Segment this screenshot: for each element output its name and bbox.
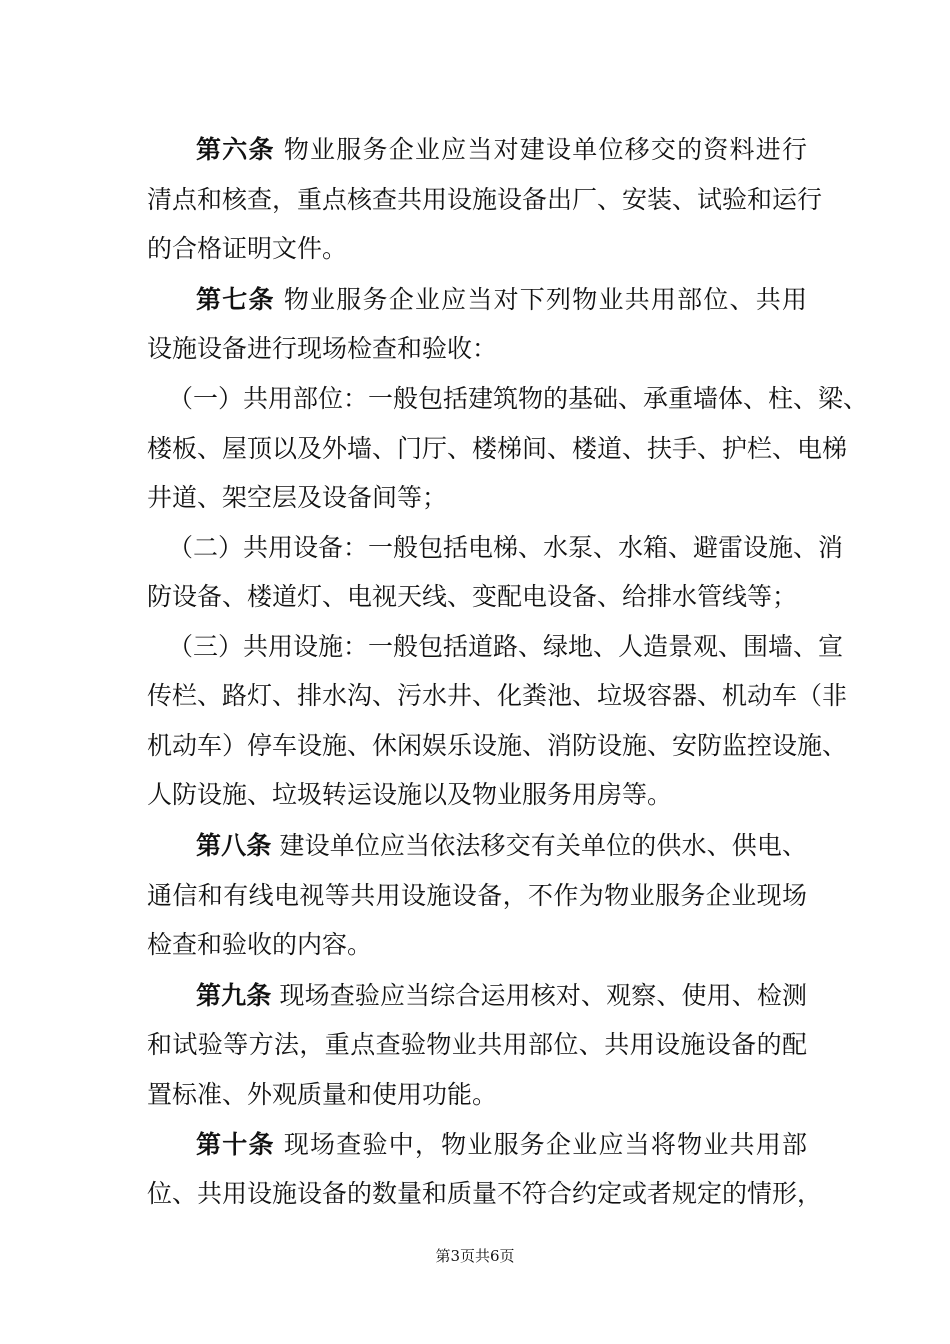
article-6-line-3: 的合格证明文件。 xyxy=(147,234,348,263)
article-8-line-1 xyxy=(196,826,807,866)
item-3-line-4: 人防设施、垃圾转运设施以及物业服务用房等。 xyxy=(147,780,673,809)
item-3-line-1: （三）共用设施：一般包括道路、绿地、人造景观、围墙、宣 xyxy=(168,632,844,661)
article-10-line-2: 位、共用设施设备的数量和质量不符合约定或者规定的情形， xyxy=(147,1179,823,1208)
article-7-line-1 xyxy=(196,280,807,320)
article-text: 现场查验中，物业服务企业应当将物业共用部 xyxy=(274,1130,807,1159)
item-1-line-3: 井道、架空层及设备间等； xyxy=(147,483,448,512)
article-text: 现场查验应当综合运用核对、观察、使用、检测 xyxy=(271,981,807,1010)
article-9-line-1 xyxy=(196,976,807,1016)
item-2-line-1: （二）共用设备：一般包括电梯、水泵、水箱、避雷设施、消 xyxy=(168,533,844,562)
article-8-line-3: 检查和验收的内容。 xyxy=(147,930,373,959)
article-heading: 第九条 xyxy=(196,981,272,1010)
article-text: 物业服务企业应当对建设单位移交的资料进行 xyxy=(274,135,807,164)
article-9-line-2: 和试验等方法，重点查验物业共用部位、共用设施设备的配 xyxy=(147,1030,807,1059)
item-3-line-3: 机动车）停车设施、休闲娱乐设施、消防设施、安防监控设施、 xyxy=(147,731,848,760)
article-10-line-1 xyxy=(196,1125,807,1165)
item-1-line-1: （一）共用部位：一般包括建筑物的基础、承重墙体、柱、梁、 xyxy=(168,384,869,413)
article-8-line-2: 通信和有线电视等共用设施设备，不作为物业服务企业现场 xyxy=(147,881,807,910)
page-number-footer: 第3页共6页 xyxy=(435,1247,515,1265)
article-heading: 第七条 xyxy=(196,285,275,314)
article-text: 建设单位应当依法移交有关单位的供水、供电、 xyxy=(271,831,807,860)
article-6-line-1 xyxy=(196,130,807,170)
item-1-line-2: 楼板、屋顶以及外墙、门厅、楼梯间、楼道、扶手、护栏、电梯 xyxy=(147,434,848,463)
article-text: 物业服务企业应当对下列物业共用部位、共用 xyxy=(274,285,807,314)
article-heading: 第八条 xyxy=(196,831,272,860)
item-2-line-2: 防设备、楼道灯、电视天线、变配电设备、给排水管线等； xyxy=(147,582,798,611)
item-3-line-2: 传栏、路灯、排水沟、污水井、化粪池、垃圾容器、机动车（非 xyxy=(147,681,848,710)
article-6-line-2: 清点和核查，重点核查共用设施设备出厂、安装、试验和运行 xyxy=(147,185,823,214)
article-heading: 第十条 xyxy=(196,1130,275,1159)
article-9-line-3: 置标准、外观质量和使用功能。 xyxy=(147,1080,498,1109)
article-7-line-2: 设施设备进行现场检查和验收： xyxy=(147,334,498,363)
article-heading: 第六条 xyxy=(196,135,275,164)
